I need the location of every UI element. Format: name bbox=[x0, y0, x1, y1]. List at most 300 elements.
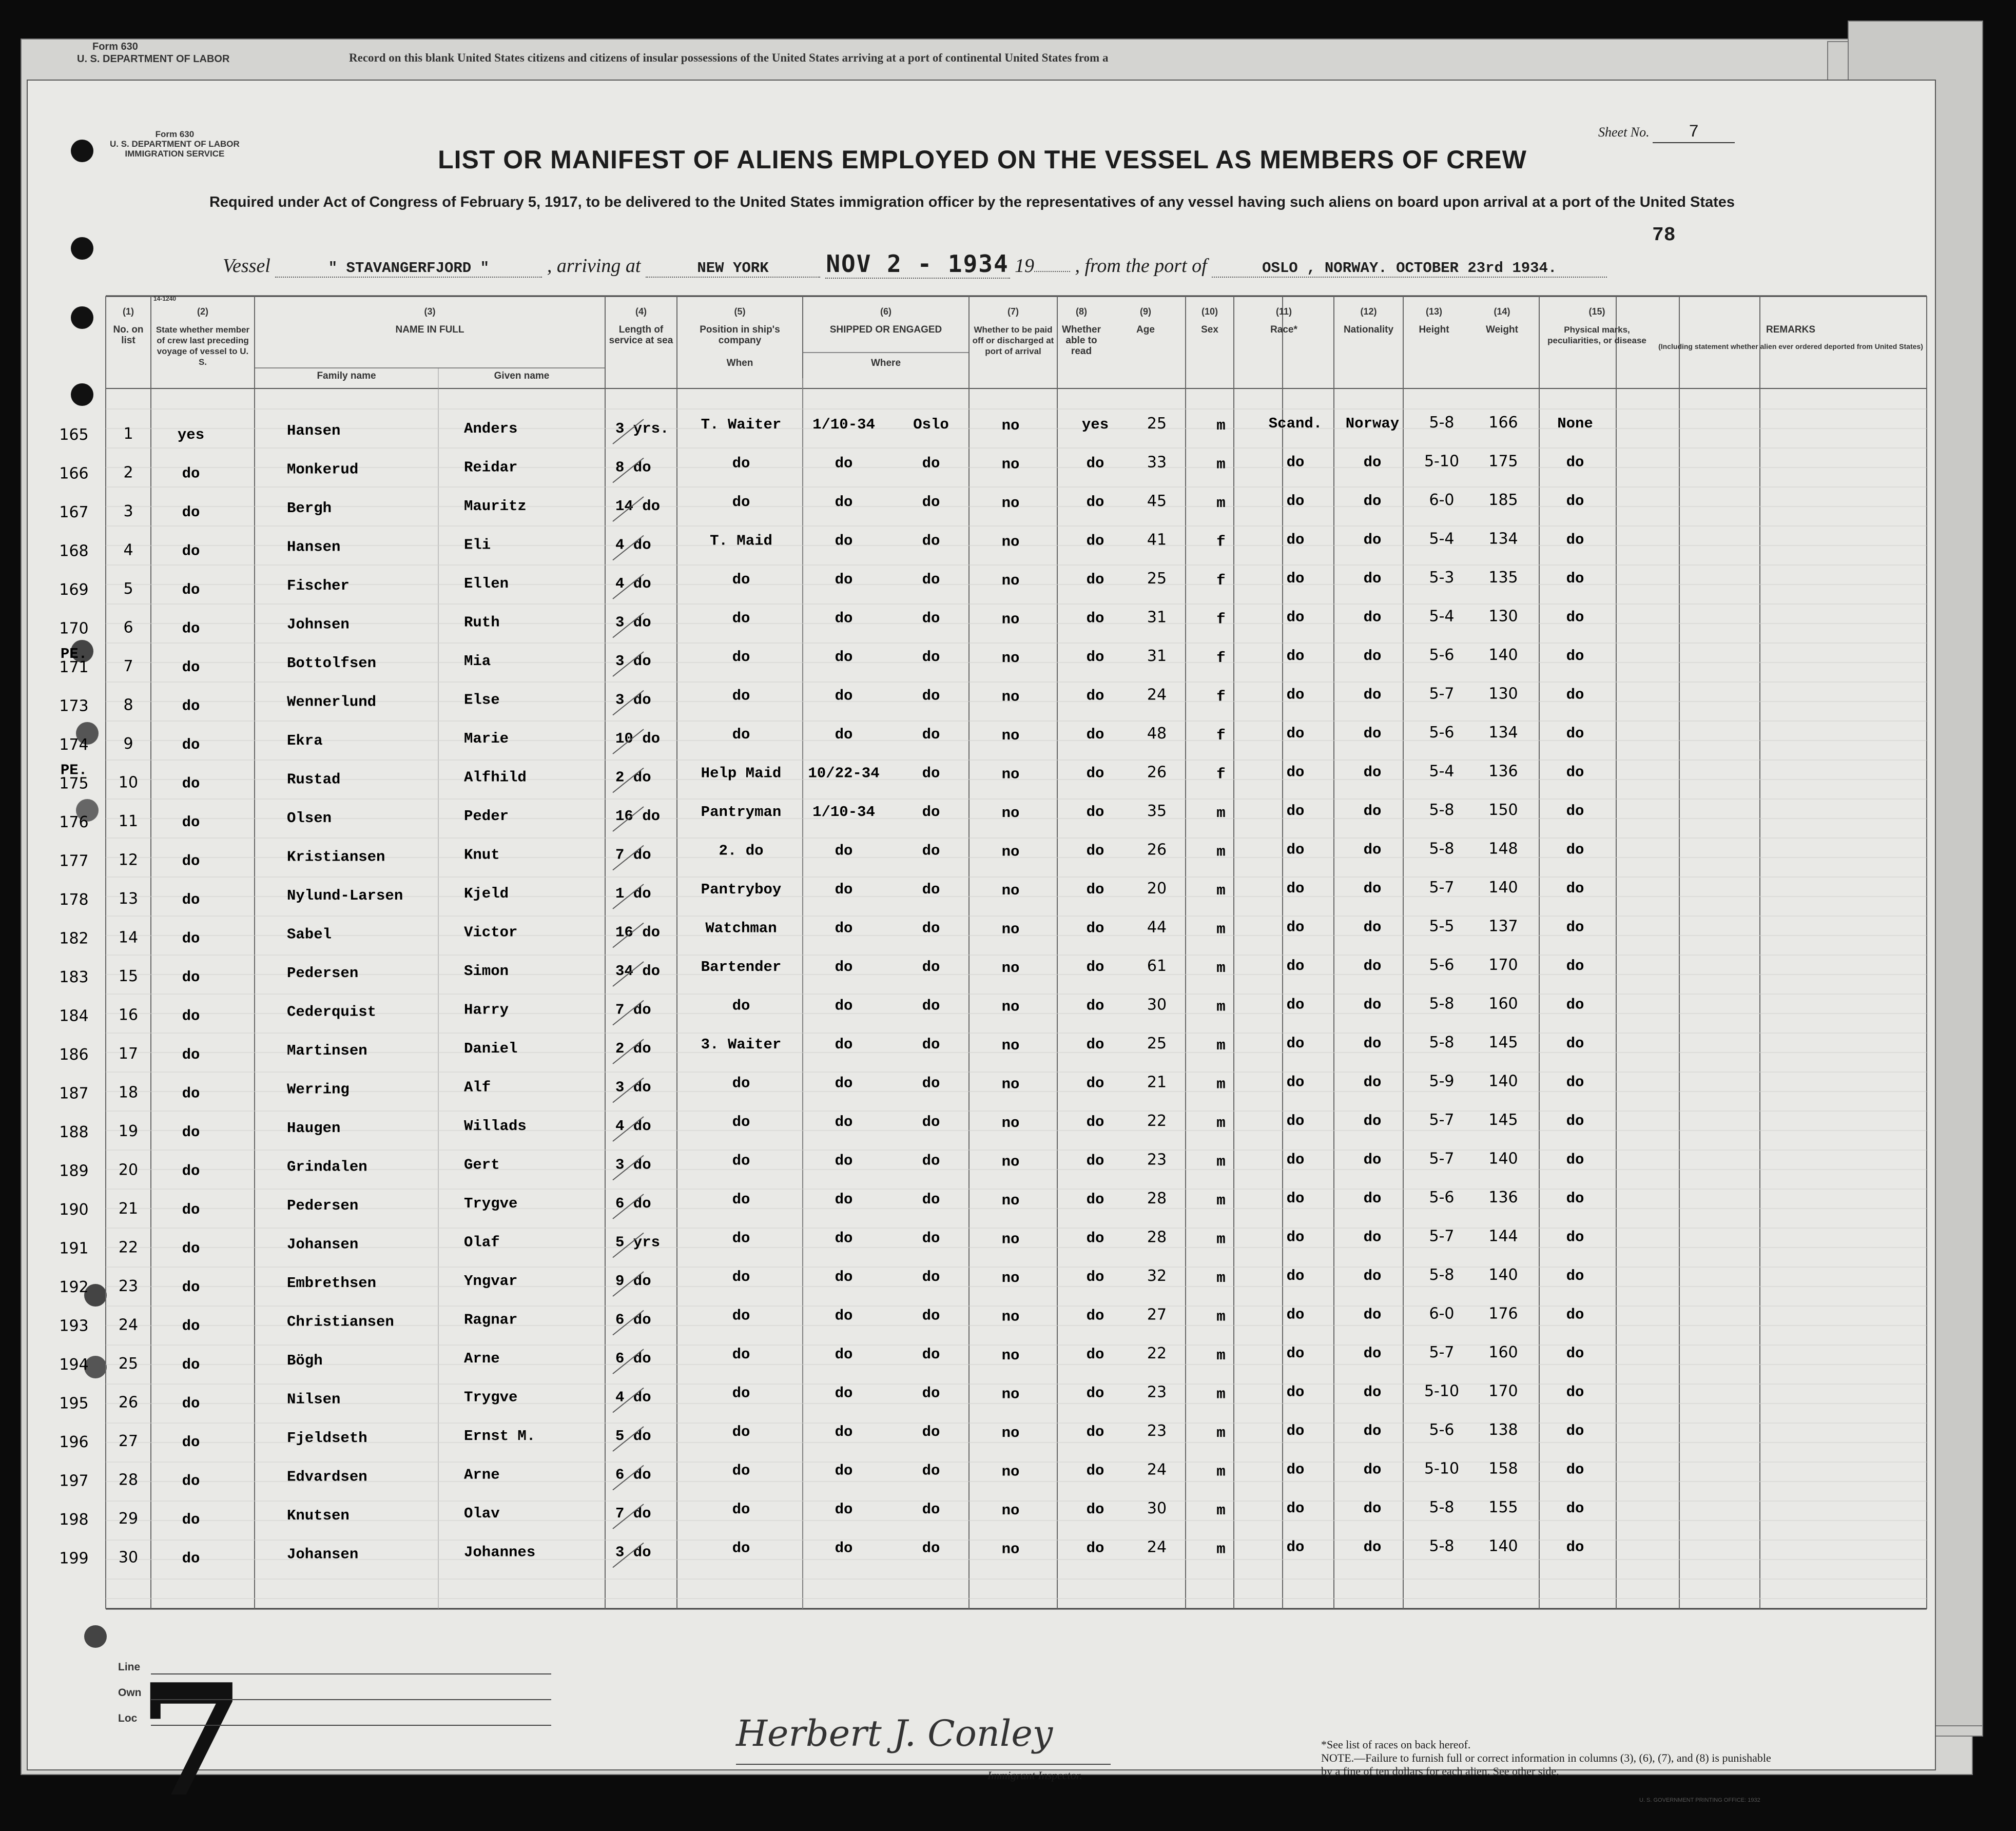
weight-cell: 160 bbox=[1488, 995, 1518, 1013]
shipped-when-cell: do bbox=[835, 571, 853, 588]
height-cell: 5-7 bbox=[1429, 685, 1455, 703]
able-to-read-cell: do bbox=[1086, 920, 1104, 937]
family-name-cell: Rustad bbox=[287, 771, 341, 788]
column-number bbox=[1234, 306, 1334, 321]
column-number-text: (4) bbox=[635, 306, 647, 317]
shipped-when-cell: 1/10-34 bbox=[812, 416, 875, 433]
row-number: 27 bbox=[118, 1432, 139, 1450]
given-name-cell: Alfhild bbox=[464, 769, 527, 786]
previous-voyage-cell: do bbox=[182, 620, 200, 637]
column-header bbox=[153, 324, 253, 386]
paid-off-cell: no bbox=[1001, 1425, 1020, 1442]
shipped-where-cell: do bbox=[922, 842, 940, 860]
sex-cell: m bbox=[1216, 456, 1226, 473]
column-header-text: Height bbox=[1419, 324, 1449, 335]
previous-voyage-cell: do bbox=[182, 1472, 200, 1490]
row-margin-number: 197 bbox=[59, 1472, 89, 1490]
owner-field bbox=[151, 1699, 551, 1700]
row-number: 16 bbox=[118, 1006, 139, 1024]
paid-off-cell: no bbox=[1001, 1115, 1020, 1132]
nationality-cell: do bbox=[1363, 686, 1382, 704]
physical-marks-cell: do bbox=[1566, 919, 1584, 936]
able-to-read-cell: do bbox=[1086, 649, 1104, 666]
race-cell: do bbox=[1286, 1151, 1305, 1168]
physical-marks-cell: do bbox=[1566, 1384, 1584, 1401]
given-name-cell: Olaf bbox=[464, 1234, 500, 1251]
shipped-when-cell: do bbox=[835, 726, 853, 743]
position-cell: do bbox=[732, 1346, 750, 1363]
sex-cell: m bbox=[1216, 417, 1226, 434]
family-name-cell: Knutsen bbox=[287, 1507, 350, 1524]
service-length-cell: 3 do bbox=[615, 1156, 651, 1174]
from-label: , from the port of bbox=[1075, 255, 1207, 277]
row-number: 2 bbox=[123, 463, 133, 482]
paid-off-cell: no bbox=[1001, 611, 1020, 628]
position-cell: do bbox=[732, 455, 750, 472]
given-name-cell: Else bbox=[464, 691, 500, 709]
weight-cell: 144 bbox=[1488, 1227, 1518, 1245]
shipped-where-cell: do bbox=[922, 765, 940, 782]
column-number-text: (8) bbox=[1076, 306, 1087, 317]
age-cell: 33 bbox=[1147, 453, 1167, 472]
age-cell: 22 bbox=[1147, 1112, 1167, 1130]
row-margin-number: 199 bbox=[59, 1549, 89, 1568]
shipped-when-cell: do bbox=[835, 959, 853, 976]
position-cell: do bbox=[732, 1501, 750, 1518]
given-name-cell: Anders bbox=[464, 420, 518, 437]
row-number: 28 bbox=[118, 1471, 139, 1489]
row-margin-number: 188 bbox=[59, 1123, 89, 1141]
shipped-where-cell: do bbox=[922, 455, 940, 472]
physical-marks-cell: do bbox=[1566, 1113, 1584, 1129]
weight-cell: 137 bbox=[1488, 917, 1518, 936]
column-number-text: (10) bbox=[1201, 306, 1218, 317]
previous-voyage-cell: do bbox=[182, 1046, 200, 1063]
height-cell: 5-3 bbox=[1429, 569, 1455, 587]
height-cell: 5-10 bbox=[1424, 452, 1460, 471]
shipped-where-cell: do bbox=[922, 1346, 940, 1363]
row-margin-prefix: PE. bbox=[60, 762, 88, 779]
row-margin-number: 175 bbox=[59, 774, 89, 793]
column-header bbox=[1467, 324, 1537, 386]
position-cell: do bbox=[732, 687, 750, 705]
column-subheader-text: Family name bbox=[317, 371, 376, 381]
age-cell: 24 bbox=[1147, 1538, 1167, 1556]
race-cell: do bbox=[1286, 1113, 1305, 1129]
nationality-cell: do bbox=[1363, 648, 1382, 665]
row-number: 8 bbox=[123, 696, 133, 714]
nationality-cell: do bbox=[1363, 880, 1382, 897]
given-name-cell: Simon bbox=[464, 963, 509, 980]
nationality-cell: do bbox=[1363, 1035, 1382, 1052]
shipped-where-cell: do bbox=[922, 1540, 940, 1557]
service-length-cell: 14 do bbox=[615, 498, 661, 515]
row-number: 15 bbox=[118, 967, 139, 985]
race-cell: do bbox=[1286, 1461, 1305, 1478]
row-margin-number: 168 bbox=[59, 542, 89, 560]
nationality-cell: do bbox=[1363, 1268, 1382, 1284]
column-header bbox=[1236, 324, 1332, 386]
sex-cell: m bbox=[1216, 495, 1226, 512]
penalty-note: NOTE.—Failure to furnish full or correct information in columns (3), (6), (7), and (8) is punishable by a fine of ten dollars for each alien. See other side. bbox=[1321, 1751, 1771, 1778]
service-length-cell: 16 do bbox=[615, 808, 661, 825]
physical-marks-cell: do bbox=[1566, 493, 1584, 510]
previous-voyage-cell: do bbox=[182, 736, 200, 753]
position-cell: T. Waiter bbox=[701, 416, 782, 433]
physical-marks-cell: do bbox=[1566, 1151, 1584, 1168]
nationality-cell: do bbox=[1363, 454, 1382, 471]
able-to-read-cell: do bbox=[1086, 765, 1104, 782]
position-cell: Help Maid bbox=[701, 765, 782, 782]
previous-voyage-cell: do bbox=[182, 1007, 200, 1025]
shipped-where-cell: do bbox=[922, 687, 940, 705]
shipped-when-cell: do bbox=[835, 1269, 853, 1285]
able-to-read-cell: do bbox=[1086, 997, 1104, 1015]
height-cell: 5-6 bbox=[1429, 724, 1455, 742]
height-cell: 5-9 bbox=[1429, 1072, 1455, 1090]
shipped-where-cell: do bbox=[922, 1114, 940, 1131]
column-number bbox=[1106, 306, 1186, 321]
given-name-cell: Olav bbox=[464, 1505, 500, 1522]
row-margin-number: 194 bbox=[59, 1356, 89, 1374]
service-length-cell: 3 do bbox=[615, 1079, 651, 1096]
column-header-text: Weight bbox=[1486, 324, 1518, 335]
nationality-cell: do bbox=[1363, 1151, 1382, 1168]
column-number bbox=[106, 306, 151, 321]
paid-off-cell: no bbox=[1001, 572, 1020, 589]
previous-voyage-cell: do bbox=[182, 504, 200, 521]
position-cell: do bbox=[732, 1152, 750, 1170]
shipped-when-cell: do bbox=[835, 610, 853, 627]
previous-voyage-cell: do bbox=[182, 1085, 200, 1102]
sex-cell: m bbox=[1216, 960, 1226, 977]
row-number: 1 bbox=[123, 425, 133, 443]
height-cell: 5-7 bbox=[1429, 1227, 1455, 1245]
family-name-cell: Kristiansen bbox=[287, 848, 385, 866]
row-number: 25 bbox=[118, 1355, 139, 1373]
given-name-cell: Arne bbox=[464, 1466, 500, 1484]
column-number-text: (1) bbox=[123, 306, 134, 317]
given-name-cell: Gert bbox=[464, 1156, 500, 1174]
race-cell: do bbox=[1286, 493, 1305, 510]
paid-off-cell: no bbox=[1001, 1231, 1020, 1248]
shipped-when-cell: do bbox=[835, 1036, 853, 1053]
row-number: 14 bbox=[118, 928, 139, 947]
service-length-cell: 2 do bbox=[615, 1040, 651, 1057]
race-cell: do bbox=[1286, 803, 1305, 820]
row-margin-number: 177 bbox=[59, 852, 89, 870]
given-name-cell: Victor bbox=[464, 924, 518, 941]
family-name-cell: Wennerlund bbox=[287, 693, 377, 711]
family-name-cell: Embrethsen bbox=[287, 1275, 377, 1292]
able-to-read-cell: do bbox=[1086, 494, 1104, 511]
column-number bbox=[677, 306, 803, 321]
age-cell: 48 bbox=[1147, 725, 1167, 743]
shipped-when-cell: do bbox=[835, 1385, 853, 1402]
physical-marks-cell: do bbox=[1566, 764, 1584, 781]
nationality-cell: do bbox=[1363, 725, 1382, 742]
age-cell: 20 bbox=[1147, 880, 1167, 898]
previous-voyage-cell: do bbox=[182, 1317, 200, 1335]
column-number-text: (11) bbox=[1275, 306, 1292, 317]
given-name-cell: Harry bbox=[464, 1001, 509, 1019]
able-to-read-cell: do bbox=[1086, 1075, 1104, 1092]
able-to-read-cell: yes bbox=[1081, 416, 1109, 433]
physical-marks-cell: do bbox=[1566, 1035, 1584, 1052]
column-number-text: (13) bbox=[1425, 306, 1442, 317]
position-cell: do bbox=[732, 1230, 750, 1247]
weight-cell: 130 bbox=[1488, 607, 1518, 626]
race-cell: do bbox=[1286, 1538, 1305, 1556]
paid-off-cell: no bbox=[1001, 1347, 1020, 1364]
height-cell: 5-6 bbox=[1429, 1421, 1455, 1439]
nationality-cell: do bbox=[1363, 841, 1382, 859]
column-header bbox=[971, 324, 1055, 386]
row-number: 23 bbox=[118, 1277, 139, 1295]
nationality-cell: do bbox=[1363, 1074, 1382, 1091]
age-cell: 61 bbox=[1147, 957, 1167, 975]
physical-marks-cell: do bbox=[1566, 1461, 1584, 1478]
position-cell: do bbox=[732, 726, 750, 743]
position-cell: do bbox=[732, 649, 750, 666]
row-number: 26 bbox=[118, 1393, 139, 1412]
shipped-where-cell: do bbox=[922, 1036, 940, 1053]
position-cell: do bbox=[732, 1424, 750, 1440]
page-title: LIST OR MANIFEST OF ALIENS EMPLOYED ON THE VESSEL AS MEMBERS OF CREW bbox=[438, 145, 1527, 174]
service-length-cell: 3 do bbox=[615, 614, 651, 631]
weight-cell: 134 bbox=[1488, 530, 1518, 548]
row-margin-number: 166 bbox=[59, 464, 89, 483]
family-name-cell: Nilsen bbox=[287, 1391, 341, 1408]
weight-cell: 175 bbox=[1488, 452, 1518, 471]
able-to-read-cell: do bbox=[1086, 571, 1104, 588]
row-margin-number: 178 bbox=[59, 891, 89, 909]
row-number: 6 bbox=[123, 618, 133, 637]
family-name-cell: Fjeldseth bbox=[287, 1430, 367, 1447]
row-margin-number: 182 bbox=[59, 929, 89, 948]
nationality-cell: do bbox=[1363, 493, 1382, 510]
sex-cell: m bbox=[1216, 998, 1226, 1016]
paid-off-cell: no bbox=[1001, 1037, 1020, 1054]
physical-marks-cell: do bbox=[1566, 996, 1584, 1014]
age-cell: 27 bbox=[1147, 1306, 1167, 1324]
row-number: 20 bbox=[118, 1161, 139, 1179]
given-name-cell: Trygve bbox=[464, 1195, 518, 1212]
nationality-cell: do bbox=[1363, 531, 1382, 549]
shipped-where-cell: Oslo bbox=[913, 416, 949, 433]
column-header bbox=[1336, 324, 1401, 386]
paid-off-cell: no bbox=[1001, 1192, 1020, 1209]
given-name-cell: Ellen bbox=[464, 575, 509, 592]
shipped-when-cell: do bbox=[835, 1462, 853, 1479]
column-number-text: (9) bbox=[1140, 306, 1151, 317]
arrival-date-stamp: NOV 2 - 1934 bbox=[826, 250, 1009, 278]
given-name-cell: Yngvar bbox=[464, 1273, 518, 1290]
sex-cell: m bbox=[1216, 1270, 1226, 1287]
age-cell: 28 bbox=[1147, 1190, 1167, 1207]
able-to-read-cell: do bbox=[1086, 842, 1104, 860]
shipped-when-cell: do bbox=[835, 1152, 853, 1170]
height-cell: 5-10 bbox=[1424, 1459, 1460, 1478]
column-subheader bbox=[438, 371, 605, 386]
column-header-text: Whether able to read bbox=[1062, 324, 1101, 357]
arriving-label: , arriving at bbox=[547, 255, 641, 277]
given-name-cell: Knut bbox=[464, 846, 500, 864]
column-header-text: State whether member of crew last preceding voyage of vessel to U. S. bbox=[156, 325, 250, 367]
row-margin-number: 167 bbox=[59, 503, 89, 521]
paid-off-cell: no bbox=[1001, 766, 1020, 783]
paid-off-cell: no bbox=[1001, 1386, 1020, 1403]
nationality-cell: do bbox=[1363, 1423, 1382, 1439]
nationality-cell: do bbox=[1363, 1461, 1382, 1478]
service-length-cell: 3 do bbox=[615, 691, 651, 709]
physical-marks-cell: do bbox=[1566, 1500, 1584, 1517]
height-cell: 5-8 bbox=[1429, 1034, 1455, 1051]
able-to-read-cell: do bbox=[1086, 532, 1104, 550]
weight-cell: 140 bbox=[1488, 1072, 1518, 1090]
race-cell: do bbox=[1286, 841, 1305, 859]
shipped-where-cell: do bbox=[922, 920, 940, 937]
shipped-where-cell: do bbox=[922, 610, 940, 627]
service-length-cell: 9 do bbox=[615, 1273, 651, 1290]
shipped-when-cell: 1/10-34 bbox=[812, 804, 875, 821]
column-number bbox=[1403, 306, 1465, 321]
shipped-where-cell: do bbox=[922, 571, 940, 588]
family-name-cell: Johnsen bbox=[287, 616, 350, 633]
row-number: 21 bbox=[118, 1200, 139, 1218]
paid-off-cell: no bbox=[1001, 843, 1020, 861]
row-number: 19 bbox=[118, 1122, 139, 1140]
service: IMMIGRATION SERVICE bbox=[125, 149, 225, 159]
able-to-read-cell: do bbox=[1086, 1540, 1104, 1557]
paid-off-cell: no bbox=[1001, 650, 1020, 667]
row-number: 17 bbox=[118, 1045, 139, 1063]
shipped-when-cell: 10/22-34 bbox=[808, 765, 880, 782]
weight-cell: 145 bbox=[1488, 1034, 1518, 1051]
location-label: Loc bbox=[118, 1712, 138, 1724]
nationality-cell: Norway bbox=[1345, 415, 1400, 432]
given-name-cell: Mia bbox=[464, 653, 491, 670]
printer-imprint: U. S. GOVERNMENT PRINTING OFFICE: 1932 bbox=[1639, 1797, 1760, 1803]
family-name-cell: Sabel bbox=[287, 926, 332, 943]
shipped-where-cell: do bbox=[922, 959, 940, 976]
service-length-cell: 6 do bbox=[615, 1350, 651, 1367]
shipped-when-cell: do bbox=[835, 1307, 853, 1324]
physical-marks-cell: do bbox=[1566, 1306, 1584, 1323]
sex-cell: m bbox=[1216, 1502, 1226, 1519]
shipped-where-cell: do bbox=[922, 997, 940, 1015]
nationality-cell: do bbox=[1363, 1538, 1382, 1556]
race-cell: do bbox=[1286, 1268, 1305, 1284]
shipped-when-cell: do bbox=[835, 842, 853, 860]
position-cell: 3. Waiter bbox=[701, 1036, 782, 1053]
sex-cell: f bbox=[1216, 572, 1226, 589]
department: U. S. DEPARTMENT OF LABOR bbox=[110, 139, 240, 149]
family-name-cell: Johansen bbox=[287, 1546, 359, 1563]
nationality-cell: do bbox=[1363, 570, 1382, 587]
column-header-text: Race* bbox=[1270, 324, 1297, 335]
column-header-text: Whether to be paid off or discharged at port of arrival bbox=[972, 325, 1054, 356]
nationality-cell: do bbox=[1363, 958, 1382, 975]
race-cell: do bbox=[1286, 1190, 1305, 1207]
service-length-cell: 3 do bbox=[615, 653, 651, 670]
service-length-cell: 2 do bbox=[615, 769, 651, 786]
given-name-cell: Eli bbox=[464, 536, 491, 554]
row-margin-number: 195 bbox=[59, 1394, 89, 1413]
shipped-when-cell: do bbox=[835, 532, 853, 550]
row-margin-number: 192 bbox=[59, 1278, 89, 1296]
height-cell: 5-8 bbox=[1429, 1266, 1455, 1284]
family-name-cell: Nylund-Larsen bbox=[287, 887, 403, 904]
height-cell: 5-8 bbox=[1429, 1537, 1455, 1555]
position-cell: do bbox=[732, 1269, 750, 1285]
age-cell: 21 bbox=[1147, 1073, 1167, 1092]
sex-cell: f bbox=[1216, 650, 1226, 667]
paid-off-cell: no bbox=[1001, 417, 1020, 434]
column-number bbox=[151, 306, 255, 321]
row-number: 22 bbox=[118, 1238, 139, 1257]
race-cell: do bbox=[1286, 919, 1305, 936]
age-cell: 32 bbox=[1147, 1267, 1167, 1285]
physical-marks-cell: do bbox=[1566, 803, 1584, 820]
column-subheader bbox=[803, 358, 969, 373]
family-name-cell: Olsen bbox=[287, 810, 332, 827]
previous-voyage-cell: do bbox=[182, 1395, 200, 1412]
service-length-cell: 6 do bbox=[615, 1195, 651, 1212]
race-cell: do bbox=[1286, 648, 1305, 665]
family-name-cell: Fischer bbox=[287, 577, 350, 594]
sex-cell: m bbox=[1216, 843, 1226, 861]
shipped-when-cell: do bbox=[835, 1075, 853, 1092]
sex-cell: m bbox=[1216, 1308, 1226, 1326]
physical-marks-cell: do bbox=[1566, 531, 1584, 549]
able-to-read-cell: do bbox=[1086, 1152, 1104, 1170]
race-cell: do bbox=[1286, 1500, 1305, 1517]
shipped-when-cell: do bbox=[835, 494, 853, 511]
nationality-cell: do bbox=[1363, 1345, 1382, 1362]
family-name-cell: Grindalen bbox=[287, 1158, 367, 1176]
service-length-cell: 7 do bbox=[615, 1001, 651, 1019]
row-number: 7 bbox=[123, 657, 133, 675]
column-header bbox=[1188, 324, 1232, 386]
paid-off-cell: no bbox=[1001, 921, 1020, 938]
previous-voyage-cell: do bbox=[182, 465, 200, 482]
sex-cell: m bbox=[1216, 1425, 1226, 1442]
shipped-when-cell: do bbox=[835, 1540, 853, 1557]
weight-cell: 138 bbox=[1488, 1421, 1518, 1439]
height-cell: 5-5 bbox=[1429, 917, 1455, 936]
shipped-when-cell: do bbox=[835, 881, 853, 898]
sex-cell: f bbox=[1216, 611, 1226, 628]
row-margin-number: 187 bbox=[59, 1084, 89, 1103]
paid-off-cell: no bbox=[1001, 882, 1020, 899]
race-cell: do bbox=[1286, 725, 1305, 742]
weight-cell: 148 bbox=[1488, 840, 1518, 858]
previous-voyage-cell: do bbox=[182, 581, 200, 598]
row-margin-number: 176 bbox=[59, 813, 89, 831]
age-cell: 30 bbox=[1147, 1499, 1167, 1517]
nationality-cell: do bbox=[1363, 1500, 1382, 1517]
able-to-read-cell: do bbox=[1086, 687, 1104, 705]
shipped-where-cell: do bbox=[922, 1269, 940, 1285]
nationality-cell: do bbox=[1363, 764, 1382, 781]
family-name-cell: Bergh bbox=[287, 500, 332, 517]
family-name-cell: Cederquist bbox=[287, 1003, 377, 1021]
column-number bbox=[255, 306, 605, 321]
given-name-cell: Daniel bbox=[464, 1040, 518, 1057]
shipped-when-cell: do bbox=[835, 649, 853, 666]
shipped-when-cell: do bbox=[835, 1230, 853, 1247]
